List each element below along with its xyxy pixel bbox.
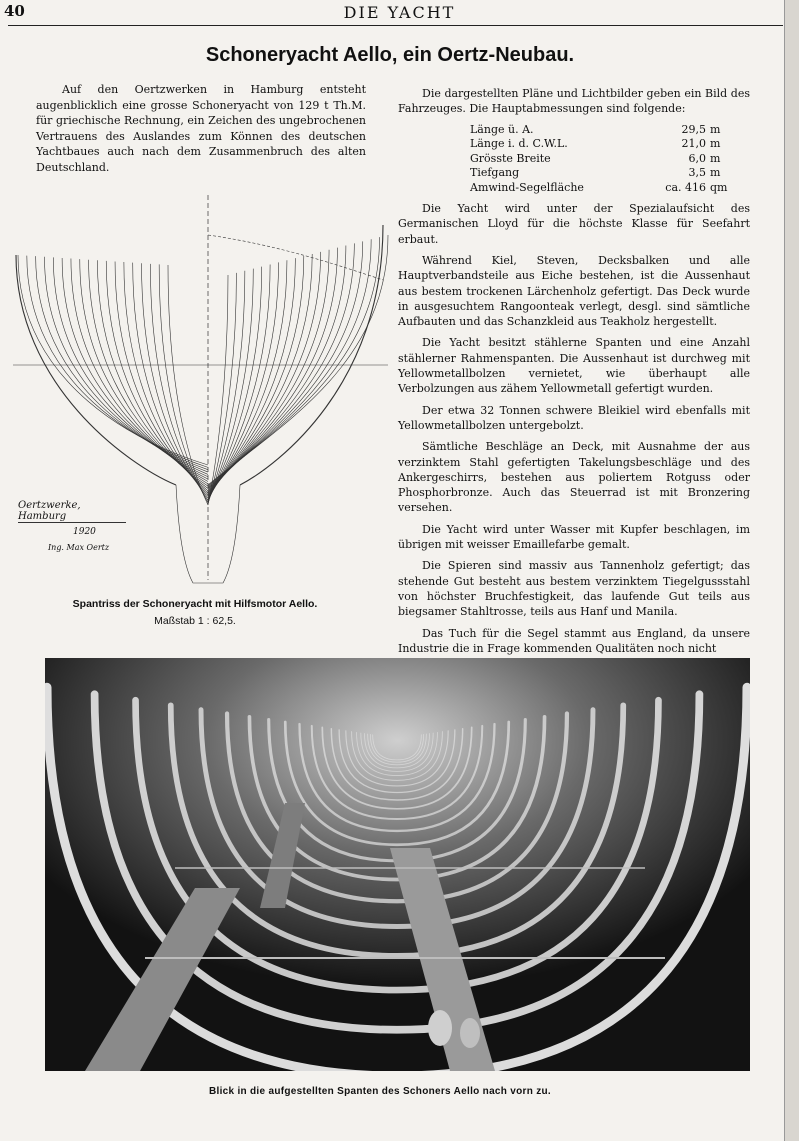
frames-photo-illustration: [45, 658, 750, 1071]
plan-scale: Maßstab 1 : 62,5.: [154, 615, 236, 627]
builder-signature: [18, 500, 158, 560]
intro-paragraph: Die dargestellten Pläne und Lichtbilder geben ein Bild des Fahrzeuges. Die Hauptabmessungen sind folgende:: [398, 87, 750, 116]
dimension-row: [470, 123, 750, 138]
signature-line-3: Ing. Max Oertz: [48, 543, 110, 552]
dimension-value: ca. 416: [665, 180, 706, 194]
plan-caption: Spantriss der Schoneryacht mit Hilfsmotor Aello.: [72, 598, 318, 610]
dimension-label: Länge i. d. C.W.L.: [470, 137, 568, 151]
dimension-label: Tiefgang: [470, 166, 520, 180]
dimension-row: [470, 181, 750, 196]
dimension-unit: m: [710, 166, 721, 180]
dimension-value: 6,0: [688, 151, 706, 165]
right-column: [398, 86, 750, 662]
dimension-row: [470, 137, 750, 152]
body-paragraph: Während Kiel, Steven, Decksbalken und alle Hauptverbandsteile aus Eiche bestehen, ist die Aussenhaut aus bestem trockenen Lärchenholz gefertigt. Das Deck wurde in ausgesuchtem Rangoonteak verlegt, desgl. sind sämtliche Aufbauten und das Schanzkleid aus Teakholz hergestellt.: [398, 253, 750, 329]
body-paragraph: Die Yacht wird unter der Spezialaufsicht des Germanischen Lloyd für die höchste Klasse für Seefahrt erbaut.: [398, 202, 750, 246]
body-paragraph: Sämtliche Beschläge an Deck, mit Ausnahme der aus verzinktem Stahl gefertigten Takelungsbeschläge und des Ankergeschirrs, bestehen aus poliertem Rotguss oder Phosphorbronze. Auch das Steuerrad ist mit Bronzering versehen.: [398, 440, 750, 515]
article-title: Schoneryacht Aello, ein Oertz-Neubau.: [205, 44, 575, 66]
page-edge-shadow: [784, 0, 799, 1141]
dimension-row: [470, 166, 750, 181]
body-paragraphs: [398, 201, 750, 656]
dimension-unit: m: [710, 122, 721, 136]
hull-frames-photo: [45, 658, 750, 1071]
body-paragraph: Die Spieren sind massiv aus Tannenholz gefertigt; das stehende Gut besteht aus bestem verzinktem Tiegelgussstahl von höchster Bruchfestigkeit, das laufende Gut teils aus biegsamer Stahltrosse, teils aus Hanf und Manila.: [398, 559, 750, 619]
body-paragraph: Das Tuch für die Segel stammt aus England, da unsere Industrie die in Frage kommenden Qualitäten noch nicht: [398, 626, 750, 655]
left-paragraph: Auf den Oertzwerken in Hamburg entsteht augenblicklich eine grosse Schoneryacht von 129 t Th.M. für griechische Rechnung, ein Zeichen des ungebrochenen Vertrauens des Auslandes zum Können des deutschen Yachtbaues auch nach dem Zusammenbruch des alten Deutschland.: [36, 83, 366, 174]
dimension-unit: m: [710, 137, 721, 151]
dimension-value: 29,5: [681, 122, 706, 136]
body-paragraph: Der etwa 32 Tonnen schwere Bleikiel wird ebenfalls mit Yellowmetallbolzen untergebolzt.: [398, 403, 750, 432]
dimension-unit: qm: [710, 180, 728, 194]
header-rule: [8, 25, 783, 26]
dimensions-table: [470, 123, 750, 196]
photo-caption: Blick in die aufgestellten Spanten des Schoners Aello nach vorn zu.: [208, 1086, 552, 1097]
dimension-label: Amwind-Segelfläche: [470, 180, 584, 194]
running-title: DIE YACHT: [343, 3, 456, 22]
left-column: [36, 82, 366, 176]
page-number: 40: [4, 2, 25, 20]
dimension-row: [470, 152, 750, 167]
signature-line-2: 1920: [73, 527, 96, 537]
dimension-value: 3,5: [688, 166, 706, 180]
dimension-unit: m: [710, 151, 721, 165]
body-paragraph: Die Yacht wird unter Wasser mit Kupfer beschlagen, im übrigen mit weisser Emaillefarbe gemalt.: [398, 522, 750, 552]
dimension-label: Grösste Breite: [470, 151, 551, 165]
signature-line-1: Oertzwerke, Hamburg: [18, 500, 126, 523]
dimension-label: Länge ü. A.: [470, 122, 534, 136]
dimension-value: 21,0: [681, 137, 706, 151]
body-paragraph: Die Yacht besitzt stählerne Spanten und eine Anzahl stählerner Rahmenspanten. Die Aussenhaut ist durchweg mit Yellowmetallbolzen vernietet, wie überhaupt alle Verbolzungen aus zähem Yellowmetall gefertigt wurden.: [398, 336, 750, 396]
